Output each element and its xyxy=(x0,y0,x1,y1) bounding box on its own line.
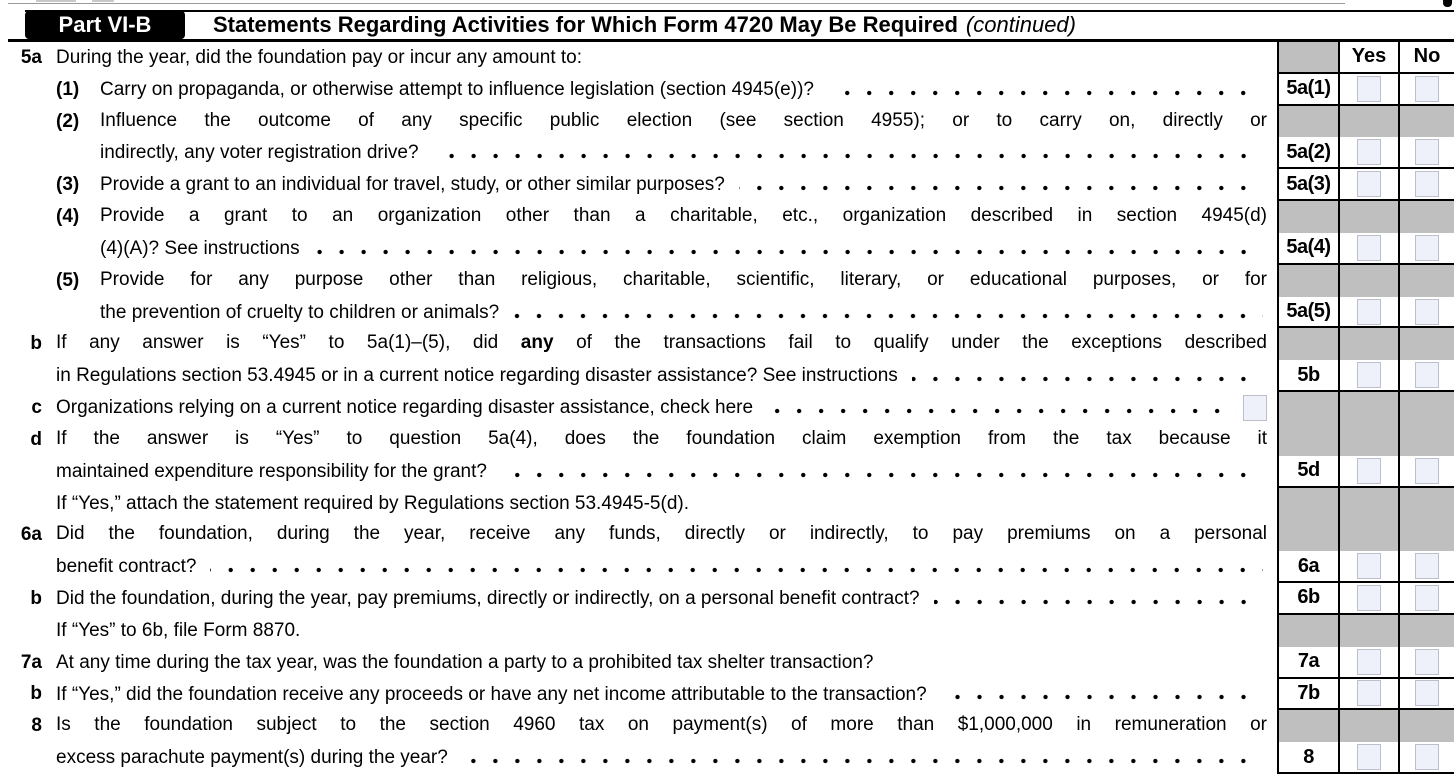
form-row xyxy=(0,297,1454,329)
dot-leader xyxy=(941,694,1263,704)
page-edge-fragment xyxy=(36,0,76,2)
yes-cell xyxy=(1338,169,1398,201)
yes-cell xyxy=(1338,297,1398,329)
no-column-header: No xyxy=(1398,42,1454,74)
item-number: d xyxy=(30,428,42,450)
row-label: 5a(2) xyxy=(1277,137,1338,169)
yes-column-header: Yes xyxy=(1338,42,1398,74)
item-number xyxy=(0,233,56,265)
question-text xyxy=(56,742,1277,774)
no-cell xyxy=(1398,265,1454,297)
yes-cell xyxy=(1338,74,1398,106)
yes-checkbox[interactable] xyxy=(1357,553,1381,579)
yes-checkbox[interactable] xyxy=(1357,649,1381,675)
no-cell xyxy=(1398,424,1454,456)
no-cell xyxy=(1398,583,1454,615)
no-cell xyxy=(1398,742,1454,774)
row-label: 7a xyxy=(1277,647,1338,679)
no-cell xyxy=(1398,360,1454,392)
item-number xyxy=(0,615,56,647)
question-text-content: If any answer is “Yes” to 5a(1)–(5), did any of the transactions fail to qualify under the exceptions described xyxy=(56,332,1267,354)
question-text xyxy=(100,201,1277,233)
item-number: 5a xyxy=(20,46,42,68)
yes-checkbox[interactable] xyxy=(1357,585,1381,611)
no-cell xyxy=(1398,456,1454,488)
row-label xyxy=(1277,42,1338,74)
sub-item-number xyxy=(56,233,100,265)
row-label: 5d xyxy=(1277,456,1338,488)
dot-leader xyxy=(314,249,1263,259)
question-text xyxy=(56,424,1277,456)
form-row xyxy=(0,551,1454,583)
item-number xyxy=(0,169,56,201)
yes-cell xyxy=(1338,710,1398,742)
question-text xyxy=(100,137,1277,169)
yes-cell xyxy=(1338,583,1398,615)
question-text-content: If “Yes” to 6b, file Form 8870. xyxy=(56,619,301,641)
yes-checkbox[interactable] xyxy=(1357,458,1381,484)
row-label xyxy=(1277,201,1338,233)
item-number xyxy=(0,201,56,233)
yes-cell xyxy=(1338,742,1398,774)
no-cell xyxy=(1398,169,1454,201)
item-number xyxy=(0,488,56,520)
part-number-label: Part VI-B xyxy=(58,12,152,37)
question-text-content: Is the foundation subject to the section 4960 tax on payment(s) of more than $1,000,000 in remuneration or xyxy=(56,714,1267,736)
row-label: 7b xyxy=(1277,679,1338,711)
row-label: 5b xyxy=(1277,360,1338,392)
item-number xyxy=(0,265,56,297)
dot-leader xyxy=(739,185,1263,195)
row-label xyxy=(1277,424,1338,456)
no-cell xyxy=(1398,328,1454,360)
yes-cell xyxy=(1338,679,1398,711)
sub-item-number xyxy=(56,137,100,169)
part-title xyxy=(213,11,1076,39)
question-text xyxy=(100,297,1277,329)
dot-leader xyxy=(934,599,1263,609)
row-label: 5a(5) xyxy=(1277,297,1338,329)
question-text xyxy=(100,106,1277,138)
yes-cell xyxy=(1338,424,1398,456)
no-cell xyxy=(1398,615,1454,647)
item-number xyxy=(0,74,56,106)
row-label xyxy=(1277,392,1338,424)
no-cell xyxy=(1398,106,1454,138)
yes-checkbox[interactable] xyxy=(1357,744,1381,770)
page-edge-fragment xyxy=(92,0,114,2)
yes-cell xyxy=(1338,328,1398,360)
no-checkbox[interactable] xyxy=(1415,458,1439,484)
dot-leader xyxy=(501,472,1263,482)
yes-cell xyxy=(1338,360,1398,392)
question-text xyxy=(100,233,1277,265)
no-checkbox[interactable] xyxy=(1415,744,1439,770)
item-number: 6a xyxy=(20,524,42,546)
question-text-content: Provide for any purpose other than religious, charitable, scientific, literary, or educational purposes, or for xyxy=(100,268,1267,290)
question-text-content: excess parachute payment(s) during the year? xyxy=(56,747,448,769)
item-number xyxy=(0,742,56,774)
question-text xyxy=(100,265,1277,297)
part-title-text: Statements Regarding Activities for Which Form 4720 May Be Required xyxy=(213,12,958,37)
dot-leader xyxy=(433,153,1263,163)
question-text-content: If the answer is “Yes” to question 5a(4), does the foundation claim exemption from the tax because it xyxy=(56,427,1267,449)
question-text xyxy=(56,710,1277,742)
yes-cell xyxy=(1338,201,1398,233)
question-text xyxy=(56,328,1277,360)
yes-cell xyxy=(1338,647,1398,679)
yes-cell xyxy=(1338,551,1398,583)
no-cell xyxy=(1398,392,1454,424)
no-cell xyxy=(1398,74,1454,106)
form-body xyxy=(0,42,1454,774)
row-label xyxy=(1277,265,1338,297)
yes-checkbox[interactable] xyxy=(1357,235,1381,261)
form-row xyxy=(0,424,1454,456)
no-cell xyxy=(1398,297,1454,329)
row-label: 5a(1) xyxy=(1277,74,1338,106)
question-text-content: benefit contract? xyxy=(56,556,197,578)
row-label: 5a(4) xyxy=(1277,233,1338,265)
question-text-content: Provide a grant to an individual for travel, study, or other similar purposes? xyxy=(100,174,725,196)
question-text-content: maintained expenditure responsibility for the grant? xyxy=(56,460,487,482)
question-text-content: At any time during the tax year, was the foundation a party to a prohibited tax shelter transaction? xyxy=(56,651,874,673)
question-text-content: Carry on propaganda, or otherwise attempt to influence legislation (section 4945(e))? xyxy=(100,78,814,100)
question-text-content: Organizations relying on a current notice regarding disaster assistance, check here xyxy=(56,397,754,419)
no-cell xyxy=(1398,647,1454,679)
no-cell xyxy=(1398,679,1454,711)
part-number-badge xyxy=(25,11,185,39)
check-here-checkbox[interactable] xyxy=(1243,395,1267,421)
row-label: 6a xyxy=(1277,551,1338,583)
yes-cell xyxy=(1338,615,1398,647)
question-text xyxy=(56,360,1277,392)
question-text-content: Did the foundation, during the year, pay premiums, directly or indirectly, on a personal benefit contract? xyxy=(56,588,920,610)
question-text xyxy=(56,551,1277,583)
dot-leader xyxy=(513,313,1263,323)
yes-checkbox[interactable] xyxy=(1357,76,1381,102)
no-checkbox[interactable] xyxy=(1415,553,1439,579)
item-number xyxy=(0,551,56,583)
form-row xyxy=(0,519,1454,551)
yes-cell xyxy=(1338,519,1398,551)
question-text xyxy=(56,488,1277,520)
no-checkbox[interactable] xyxy=(1415,680,1439,706)
row-label: 5a(3) xyxy=(1277,169,1338,201)
no-checkbox[interactable] xyxy=(1415,171,1439,197)
no-cell xyxy=(1398,488,1454,520)
no-cell xyxy=(1398,710,1454,742)
question-text xyxy=(56,679,1277,711)
item-number: 7a xyxy=(20,651,42,673)
question-text-content: During the year, did the foundation pay or incur any amount to: xyxy=(56,46,582,68)
form-row xyxy=(0,328,1454,360)
form-row xyxy=(0,679,1454,711)
no-checkbox[interactable] xyxy=(1415,235,1439,261)
form-row xyxy=(0,583,1454,615)
no-cell xyxy=(1398,137,1454,169)
yes-cell xyxy=(1338,233,1398,265)
form-row xyxy=(0,392,1454,424)
no-checkbox[interactable] xyxy=(1415,585,1439,611)
sub-item-number xyxy=(56,297,100,329)
form-row xyxy=(0,169,1454,201)
row-label xyxy=(1277,328,1338,360)
yes-checkbox[interactable] xyxy=(1357,362,1381,388)
yes-cell xyxy=(1338,488,1398,520)
form-row xyxy=(0,615,1454,647)
question-text xyxy=(56,42,1277,74)
item-number xyxy=(0,456,56,488)
question-text xyxy=(56,583,1277,615)
yes-cell xyxy=(1338,456,1398,488)
form-row xyxy=(0,742,1454,774)
item-number: b xyxy=(30,333,42,355)
row-label xyxy=(1277,488,1338,520)
dot-leader xyxy=(912,376,1263,386)
no-checkbox[interactable] xyxy=(1415,299,1439,325)
yes-checkbox[interactable] xyxy=(1357,299,1381,325)
form-row xyxy=(0,233,1454,265)
question-text-content: Provide a grant to an organization other than a charitable, etc., organization described in section 4945(d) xyxy=(100,205,1267,227)
form-row xyxy=(0,137,1454,169)
item-number: c xyxy=(31,397,42,419)
item-number: b xyxy=(30,587,42,609)
question-text-content: Influence the outcome of any specific public election (see section 4955); or to carry on, directly or xyxy=(100,109,1267,131)
row-label xyxy=(1277,106,1338,138)
item-number xyxy=(0,137,56,169)
part-header xyxy=(0,10,1454,42)
dot-leader xyxy=(462,758,1263,768)
sub-item-number: (2) xyxy=(56,110,80,132)
sub-item-number: (5) xyxy=(56,269,80,291)
yes-cell xyxy=(1338,137,1398,169)
dot-leader xyxy=(210,567,1263,577)
question-text xyxy=(56,456,1277,488)
form-row xyxy=(0,106,1454,138)
yes-cell xyxy=(1338,265,1398,297)
question-text xyxy=(100,169,1277,201)
yes-checkbox[interactable] xyxy=(1357,680,1381,706)
item-number xyxy=(0,360,56,392)
form-row xyxy=(0,265,1454,297)
no-cell xyxy=(1398,233,1454,265)
row-label: 6b xyxy=(1277,583,1338,615)
question-text-content: Did the foundation, during the year, receive any funds, directly or indirectly, to pay premiums on a personal xyxy=(56,523,1267,545)
form-row xyxy=(0,201,1454,233)
no-cell xyxy=(1398,201,1454,233)
form-row xyxy=(0,74,1454,106)
sub-item-number: (3) xyxy=(56,174,80,196)
item-number xyxy=(0,297,56,329)
row-label xyxy=(1277,615,1338,647)
part-title-continued: (continued) xyxy=(965,12,1076,37)
question-text xyxy=(56,647,1277,679)
no-cell xyxy=(1398,551,1454,583)
no-cell xyxy=(1398,519,1454,551)
question-text-content: indirectly, any voter registration drive? xyxy=(100,142,419,164)
row-label xyxy=(1277,519,1338,551)
question-text xyxy=(56,615,1277,647)
item-number: b xyxy=(30,683,42,705)
page-edge-glyph-fragment xyxy=(1443,0,1452,7)
form-row xyxy=(0,360,1454,392)
question-text-content: the prevention of cruelty to children or animals? xyxy=(100,301,500,323)
form-row xyxy=(0,488,1454,520)
no-checkbox[interactable] xyxy=(1415,649,1439,675)
yes-checkbox[interactable] xyxy=(1357,139,1381,165)
item-number xyxy=(0,106,56,138)
no-checkbox[interactable] xyxy=(1415,362,1439,388)
no-checkbox[interactable] xyxy=(1415,76,1439,102)
question-text xyxy=(56,392,1277,424)
dot-leader xyxy=(828,90,1263,100)
dot-leader xyxy=(767,408,1237,418)
question-text-content: If “Yes,” did the foundation receive any proceeds or have any net income attributable to the transaction? xyxy=(56,683,927,705)
question-text-content: If “Yes,” attach the statement required by Regulations section 53.4945-5(d). xyxy=(56,492,689,514)
sub-item-number: (1) xyxy=(56,78,80,100)
form-row xyxy=(0,456,1454,488)
form-row xyxy=(0,710,1454,742)
question-text xyxy=(100,74,1277,106)
question-text-content: in Regulations section 53.4945 or in a current notice regarding disaster assistance? See instructions xyxy=(56,365,898,387)
page-top-rule xyxy=(8,3,1345,4)
yes-checkbox[interactable] xyxy=(1357,171,1381,197)
form-row xyxy=(0,42,1454,74)
no-checkbox[interactable] xyxy=(1415,139,1439,165)
form-row xyxy=(0,647,1454,679)
sub-item-number: (4) xyxy=(56,206,80,228)
item-number: 8 xyxy=(31,715,42,737)
yes-cell xyxy=(1338,106,1398,138)
row-label: 8 xyxy=(1277,742,1338,774)
question-text xyxy=(56,519,1277,551)
question-text-content: (4)(A)? See instructions xyxy=(100,237,300,259)
row-label xyxy=(1277,710,1338,742)
yes-cell xyxy=(1338,392,1398,424)
